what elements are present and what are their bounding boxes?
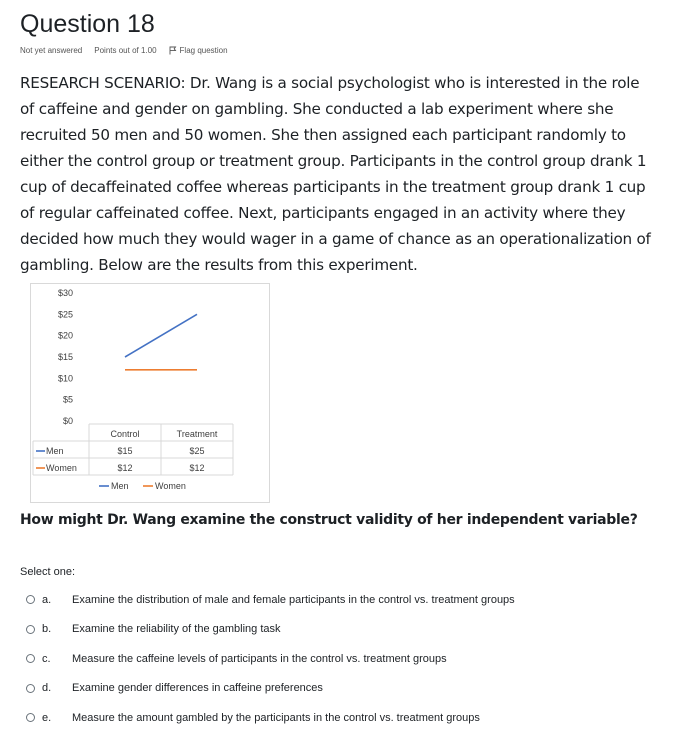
radio-button-a[interactable] — [26, 595, 35, 604]
research-scenario-text: RESEARCH SCENARIO: Dr. Wang is a social psychologist who is interested in the role of caffeine and gender on gambling. She conducted a lab experiment where she recruited 50 men and 50 women. She then assigned each participant randomly to either the control group or treatment group. Participants in the control group drank 1 cup of decaffeinated coffee whereas participants in the treatment group drank 1 cup of regular caffeinated coffee. Next, participants engaged in an activity where they decided how much they would wager in a game of chance as an operationalization of gambling. Below are the results from this experiment. — [20, 74, 651, 274]
points-label: Points out of 1.00 — [94, 46, 157, 55]
flag-question-button[interactable] — [169, 46, 228, 55]
option-letter: b. — [42, 623, 52, 636]
option-text: Examine the distribution of male and female participants in the control vs. treatment groups — [72, 593, 515, 606]
table-row-label: Men — [46, 446, 64, 456]
y-tick-label: $0 — [62, 416, 73, 426]
option-text: Examine gender differences in caffeine preferences — [72, 682, 323, 695]
y-tick-label: $30 — [57, 288, 73, 298]
x-category-label: Control — [110, 429, 140, 439]
select-one-label: Select one: — [20, 566, 76, 578]
answer-status: Not yet answered — [20, 46, 83, 55]
x-category-label: Treatment — [176, 429, 218, 439]
y-tick-label: $10 — [57, 373, 73, 384]
option-letter: e. — [42, 711, 52, 724]
option-letter: d. — [42, 682, 52, 695]
answer-option-a[interactable] — [26, 585, 666, 615]
legend-label: Men — [111, 481, 129, 491]
table-row-label: Women — [46, 463, 77, 473]
flag-question-label: Flag question — [179, 46, 228, 55]
option-text: Measure the amount gambled by the participants in the control vs. treatment groups — [72, 711, 480, 724]
y-tick-label: $5 — [62, 394, 73, 405]
flag-icon — [169, 46, 177, 55]
question-prompt: How might Dr. Wang examine the construct validity of her independent variable? — [20, 512, 638, 528]
legend-label: Women — [155, 481, 186, 491]
option-letter: a. — [42, 593, 52, 606]
table-value-cell: $15 — [117, 446, 133, 456]
table-value-cell: $12 — [189, 463, 205, 473]
answer-option-e[interactable] — [26, 703, 666, 733]
question-title: Question 18 — [20, 10, 155, 38]
answer-option-d[interactable] — [26, 674, 666, 704]
option-letter: c. — [42, 652, 51, 665]
radio-button-d[interactable] — [26, 684, 35, 693]
radio-button-c[interactable] — [26, 654, 35, 663]
answer-option-c[interactable] — [26, 644, 666, 674]
series-line-men — [125, 314, 197, 357]
question-info — [20, 46, 228, 55]
y-tick-label: $20 — [57, 330, 73, 341]
results-chart — [30, 283, 270, 503]
answer-option-b[interactable] — [26, 615, 666, 645]
radio-button-e[interactable] — [26, 713, 35, 722]
option-text: Measure the caffeine levels of participants in the control vs. treatment groups — [72, 652, 447, 665]
option-text: Examine the reliability of the gambling task — [72, 623, 281, 636]
radio-button-b[interactable] — [26, 625, 35, 634]
y-tick-label: $25 — [57, 309, 73, 320]
y-tick-label: $15 — [57, 352, 73, 362]
results-chart-svg — [31, 284, 269, 502]
table-value-cell: $12 — [117, 463, 133, 473]
table-value-cell: $25 — [189, 446, 205, 456]
answer-options — [26, 585, 666, 733]
